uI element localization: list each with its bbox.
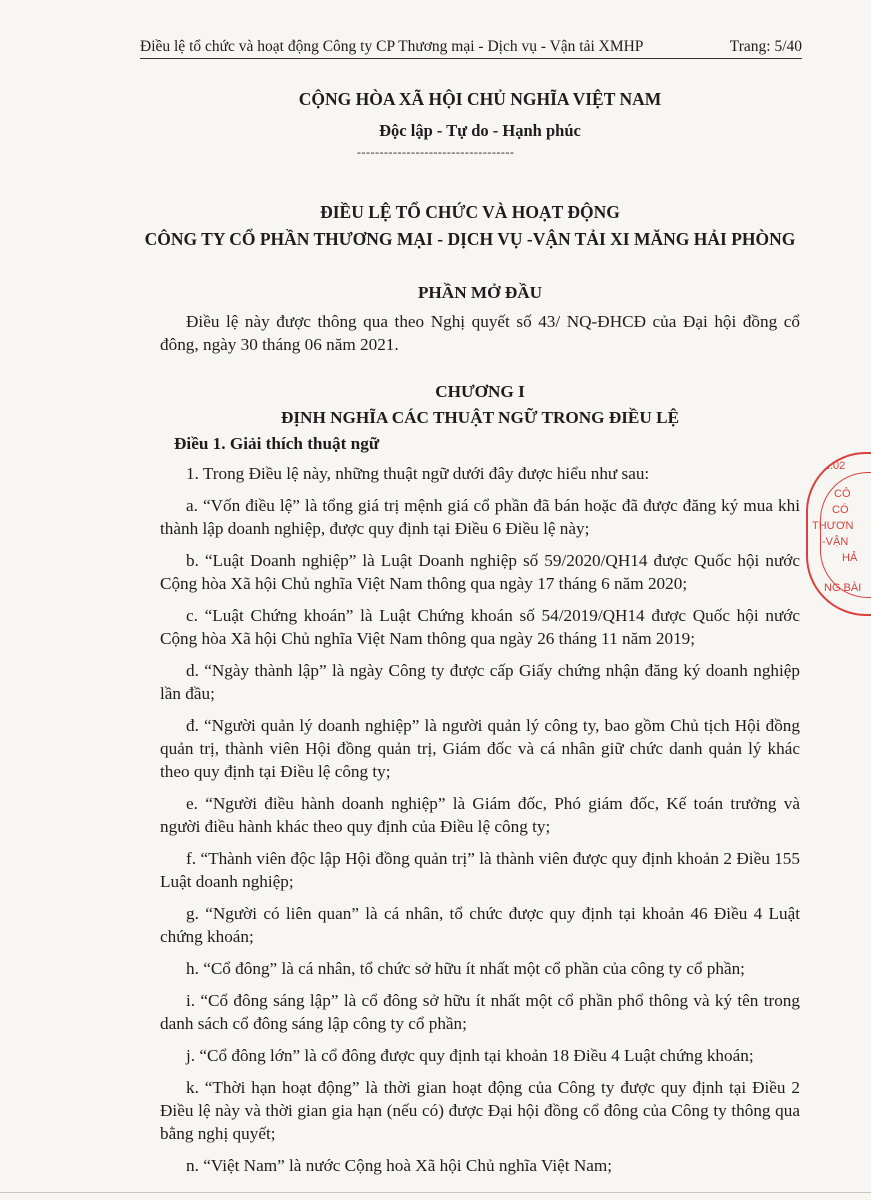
running-header: [140, 38, 802, 59]
clause-item: c. “Luật Chứng khoán” là Luật Chứng khoán số 54/2019/QH14 được Quốc hội nước Cộng hòa Xã hội Chủ nghĩa Việt Nam thông qua ngày 26 tháng 11 năm 2019;: [160, 606, 800, 648]
clause-item: h. “Cổ đông” là cá nhân, tổ chức sở hữu ít nhất một cổ phần của công ty cổ phần;: [186, 959, 745, 978]
preamble-heading: PHẦN MỞ ĐẦU: [417, 283, 543, 302]
clause-item: a. “Vốn điều lệ” là tổng giá trị mệnh giá cổ phần đã bán hoặc đã được đăng ký mua khi thành lập doanh nghiệp, được quy định tại Điều 6 Điều lệ này;: [160, 496, 800, 538]
header-title: Điều lệ tổ chức và hoạt động Công ty CP Thương mại - Dịch vụ - Vận tải XMHP: [140, 38, 644, 55]
national-slogan: Độc lập - Tự do - Hạnh phúc: [379, 121, 581, 140]
chapter-number: CHƯƠNG I: [435, 382, 525, 401]
title-line-1: ĐIỀU LỆ TỔ CHỨC VÀ HOẠT ĐỘNG: [320, 202, 620, 222]
clause-item: g. “Người có liên quan” là cá nhân, tổ chức được quy định tại khoản 46 Điều 4 Luật chứng khoán;: [160, 904, 800, 946]
preamble-text: Điều lệ này được thông qua theo Nghị quyết số 43/ NQ-ĐHCĐ của Đại hội đồng cổ đông, ngày 30 tháng 06 năm 2021.: [160, 312, 800, 354]
clause-item: i. “Cổ đông sáng lập” là cổ đông sở hữu ít nhất một cổ phần phổ thông và ký tên trong danh sách cổ đông sáng lập công ty cổ phần;: [160, 991, 800, 1033]
clause-item: n. “Việt Nam” là nước Cộng hoà Xã hội Chủ nghĩa Việt Nam;: [186, 1156, 613, 1175]
seal-text: CÔ: [834, 488, 851, 500]
clause-item: f. “Thành viên độc lập Hội đồng quản trị” là thành viên được quy định khoản 2 Điều 155 Luật doanh nghiệp;: [160, 849, 800, 891]
document-title: [110, 199, 830, 253]
preamble-section: [160, 281, 800, 356]
seal-text: THƯƠN: [812, 520, 854, 532]
bottom-edge: [0, 1192, 871, 1193]
seal-text: N:02: [822, 460, 846, 472]
national-name: CỘNG HÒA XÃ HỘI CHỦ NGHĨA VIỆT NAM: [298, 89, 662, 109]
clause-item: 1. Trong Điều lệ này, những thuật ngữ dưới đây được hiểu như sau:: [186, 464, 650, 483]
seal-text: NG BÀI: [824, 582, 862, 594]
clause-item: đ. “Người quản lý doanh nghiệp” là người quản lý công ty, bao gồm Chủ tịch Hội đồng quản trị, thành viên Hội đồng quản trị, Giám đốc và cá nhân giữ chức danh quản lý khác theo quy định tại Điều lệ công ty;: [160, 716, 800, 781]
seal-text: HẢ: [842, 552, 858, 564]
divider: -----------------------------------: [357, 145, 515, 159]
page-number: Trang: 5/40: [729, 38, 802, 55]
clause-item: k. “Thời hạn hoạt động” là thời gian hoạt động của Công ty được quy định tại Điều 2 Điều lệ này và thời gian gia hạn (nếu có) được Đại hội đồng cổ đông của Công ty thông qua bằng nghị quyết;: [160, 1078, 800, 1143]
chapter-section: [160, 380, 800, 1186]
clause-item: d. “Ngày thành lập” là ngày Công ty được cấp Giấy chứng nhận đăng ký doanh nghiệp lần đầu;: [160, 661, 800, 703]
clause-item: e. “Người điều hành doanh nghiệp” là Giám đốc, Phó giám đốc, Kế toán trưởng và người điều hành khác theo quy định của Điều lệ công ty;: [160, 794, 800, 836]
seal-text: CÓ: [832, 504, 849, 516]
national-motto: [160, 88, 800, 142]
clause-list: [160, 462, 800, 1177]
company-seal: [806, 452, 871, 616]
article-heading: Điều 1. Giải thích thuật ngữ: [174, 434, 380, 453]
clause-item: b. “Luật Doanh nghiệp” là Luật Doanh nghiệp số 59/2020/QH14 được Quốc hội nước Cộng hòa Xã hội Chủ nghĩa Việt Nam thông qua ngày 17 tháng 6 năm 2020;: [160, 551, 800, 593]
title-line-2: CÔNG TY CỔ PHẦN THƯƠNG MẠI - DỊCH VỤ -VẬN TẢI XI MĂNG HẢI PHÒNG: [144, 229, 796, 249]
chapter-title: ĐỊNH NGHĨA CÁC THUẬT NGỮ TRONG ĐIỀU LỆ: [280, 408, 680, 427]
seal-text: -VẬN: [822, 536, 849, 548]
clause-item: j. “Cổ đông lớn” là cổ đông được quy định tại khoản 18 Điều 4 Luật chứng khoán;: [186, 1046, 754, 1065]
